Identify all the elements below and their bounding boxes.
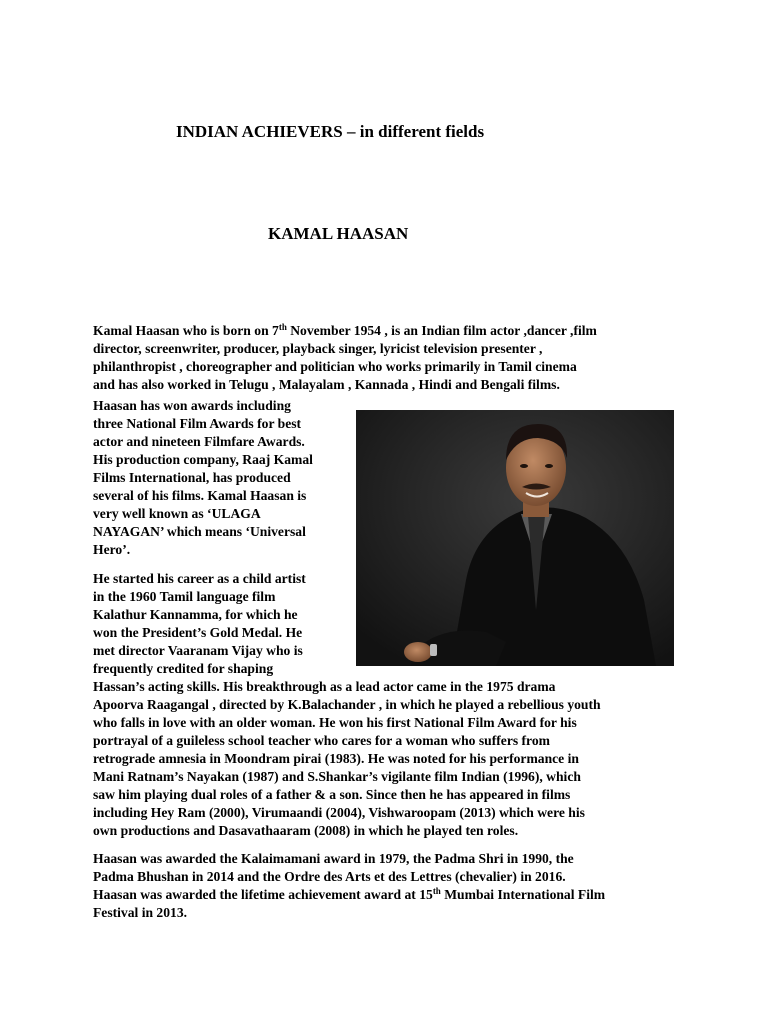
paragraph-line: His production company, Raaj Kamal <box>93 452 313 467</box>
paragraph-line: Apoorva Raagangal , directed by K.Balachander , in which he played a rebellious youth <box>93 697 601 712</box>
paragraph-line: Films International, has produced <box>93 470 291 485</box>
paragraph-line: very well known as ‘ULAGA <box>93 506 261 521</box>
paragraph-line: frequently credited for shaping <box>93 661 274 676</box>
text-run: Haasan was awarded the lifetime achievement award at 15 <box>93 887 433 902</box>
paragraph-line: won the President’s Gold Medal. He <box>93 625 303 640</box>
paragraph-line: NAYAGAN’ which means ‘Universal <box>93 524 306 539</box>
paragraph-line: met director Vaaranam Vijay who is <box>93 643 303 658</box>
paragraph-line: Haasan has won awards including <box>93 398 291 413</box>
paragraph-line: director, screenwriter, producer, playback singer, lyricist television presenter , <box>93 341 543 356</box>
paragraph-line: three National Film Awards for best <box>93 416 302 431</box>
paragraph-line: own productions and Dasavathaaram (2008) in which he played ten roles. <box>93 823 519 838</box>
paragraph-line <box>93 886 683 904</box>
paragraph-line: and has also worked in Telugu , Malayalam , Kannada , Hindi and Bengali films. <box>93 377 560 392</box>
portrait-photo <box>356 410 674 666</box>
paragraph-line <box>93 322 683 340</box>
paragraph-line: saw him playing dual roles of a father & a son. Since then he has appeared in films <box>93 787 571 802</box>
text-run: Kamal Haasan who is born on 7 <box>93 323 279 338</box>
paragraph-line: several of his films. Kamal Haasan is <box>93 488 307 503</box>
paragraph-line: in the 1960 Tamil language film <box>93 589 276 604</box>
intro-paragraph <box>93 322 683 394</box>
paragraph-line: who falls in love with an older woman. He won his first National Film Award for his <box>93 715 577 730</box>
paragraph-line: Festival in 2013. <box>93 905 188 920</box>
paragraph-line: portrayal of a guileless school teacher who cares for a woman who suffers from <box>93 733 550 748</box>
paragraph-line: Haasan was awarded the Kalaimamani award in 1979, the Padma Shri in 1990, the <box>93 851 574 866</box>
text-run: Mumbai International Film <box>440 887 606 902</box>
paragraph-line: He started his career as a child artist <box>93 571 306 586</box>
paragraph-line: Kalathur Kannamma, for which he <box>93 607 298 622</box>
ordinal-superscript: th <box>278 322 287 332</box>
paragraph-line: actor and nineteen Filmfare Awards. <box>93 434 305 449</box>
paragraph-line: Hassan’s acting skills. His breakthrough as a lead actor came in the 1975 drama <box>93 679 556 694</box>
portrait-illustration <box>356 410 674 666</box>
paragraph-line: Mani Ratnam’s Nayakan (1987) and S.Shankar’s vigilante film Indian (1996), which <box>93 769 581 784</box>
text-run: November 1954 , is an Indian film actor ,dancer ,film <box>286 323 597 338</box>
document-title: INDIAN ACHIEVERS – in different fields <box>176 122 485 141</box>
paragraph-line: including Hey Ram (2000), Virumaandi (2004), Vishwaroopam (2013) which were his <box>93 805 585 820</box>
honours-paragraph <box>93 850 683 922</box>
paragraph-line: Hero’. <box>93 542 131 557</box>
subject-name-heading: KAMAL HAASAN <box>268 224 409 243</box>
paragraph-line: Padma Bhushan in 2014 and the Ordre des Arts et des Lettres (chevalier) in 2016. <box>93 869 566 884</box>
paragraph-line: philanthropist , choreographer and politician who works primarily in Tamil cinema <box>93 359 577 374</box>
ordinal-superscript: th <box>432 886 441 896</box>
paragraph-line: retrograde amnesia in Moondram pirai (1983). He was noted for his performance in <box>93 751 579 766</box>
